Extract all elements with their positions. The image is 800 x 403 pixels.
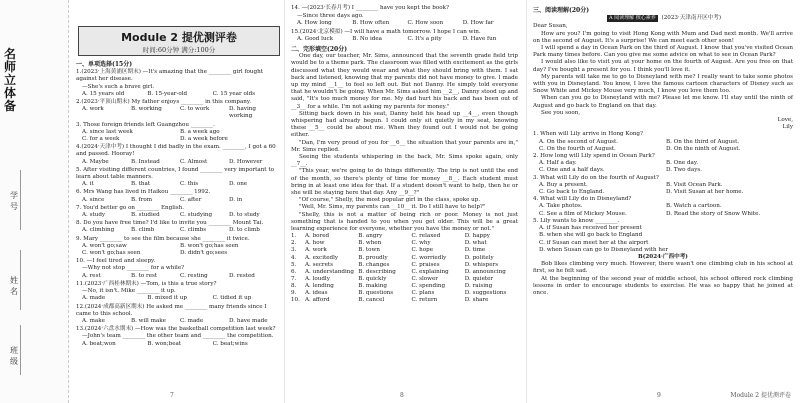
option: D. share bbox=[464, 297, 489, 304]
option: D. How far bbox=[462, 20, 494, 27]
options bbox=[76, 106, 278, 120]
option: A. understanding bbox=[305, 268, 354, 275]
option: C. Almost bbox=[180, 158, 208, 165]
letter-paragraph: My parents will take me to go to Disneyland with me? I really want to take some photos with you in Disneyland. You know, I love the famous cartoon characters of Disney such as Snow White and Mickey Mouse very much, I know you love them too. bbox=[533, 73, 793, 95]
option-number: 7. bbox=[291, 275, 297, 282]
option: D. didn't go;sees bbox=[180, 250, 228, 257]
cloze-paragraph: Sitting back down in his seat, Danny held his head up __4__, even though whispering had already begun. I could only sit quietly in my seat, knowing these __5__ could be about me. When they found out I would not be going either. bbox=[291, 110, 518, 139]
cloze-option-row bbox=[291, 255, 518, 262]
option: D. rested bbox=[229, 272, 255, 279]
options bbox=[76, 295, 278, 302]
option: D. quieter bbox=[464, 275, 494, 282]
option: B. One day. bbox=[666, 160, 699, 167]
option: C. return bbox=[411, 297, 438, 304]
letter-paragraph: When can you go to Disneyland with me? Please let me know. I'll stay until the ninth of August and go back to England on that day. bbox=[533, 95, 793, 109]
cloze-options bbox=[291, 233, 518, 304]
options bbox=[76, 159, 278, 166]
option: C. It's a pity bbox=[407, 35, 442, 42]
passage-tag: A 阅读理解 核心素养 bbox=[608, 15, 656, 22]
options bbox=[76, 212, 278, 219]
option: A. beat;won bbox=[82, 340, 116, 347]
page-number: 7 bbox=[170, 392, 174, 399]
option: A. since bbox=[82, 196, 105, 203]
option: C. if Susan can meet her at the airport bbox=[539, 239, 649, 246]
option: C. One and a half days. bbox=[539, 167, 605, 174]
option: D. announcing bbox=[464, 268, 506, 275]
option: A. work bbox=[82, 106, 104, 113]
options bbox=[533, 182, 793, 196]
option: C. explaining bbox=[411, 268, 449, 275]
option: B. cancel bbox=[358, 297, 385, 304]
section-heading: 三、阅读理解(20分) bbox=[533, 7, 590, 14]
question-stem: 15.(2024·北京模拟) —I will have a math tomorrow. I hope I can win. bbox=[291, 28, 481, 35]
module-title-box bbox=[78, 26, 280, 56]
options bbox=[76, 273, 278, 280]
option: D. On the ninth of August. bbox=[666, 145, 741, 152]
question-cont: —Since three days ago. bbox=[297, 13, 364, 20]
options bbox=[76, 243, 278, 257]
option: C. hope bbox=[411, 247, 433, 254]
option: D. Read the story of Snow White. bbox=[666, 210, 761, 217]
option: B. Instead bbox=[131, 158, 160, 165]
question-stem: 5. After visiting different countries, I found ________ very important to learn about table manners. bbox=[76, 166, 274, 181]
question-stem: 1. When will Lily arrive in Hong Kong? bbox=[533, 131, 643, 138]
cloze-paragraph: One day, our teacher, Mr. Sims, announced that the seventh grade field trip would be to a theme park. The classroom was filled with excitement as the girls discussed what they would wear and what they should bring with them. I sat back and listened, knowing that my parents did not have money to give. I made up my mind __1__ to feel so left out. But not Danny. He simply told everyone that he wouldn't be going. When Mr. Sims asked him __2__, Danny stood up and said, "It's too much money for me. My dad hurt his back and has been out of __3__ for a while. I'm not asking my parents for money." bbox=[291, 53, 518, 110]
question-cont: —She's such a brave girl. bbox=[82, 83, 155, 90]
question-stem: 12.(2024·成都高新区期末) He asked me ________ many friends since I came to this school. bbox=[76, 303, 267, 317]
option: B. making bbox=[358, 282, 387, 289]
option: B. to rest bbox=[131, 272, 158, 279]
option: A. 15 years old bbox=[82, 90, 125, 97]
question-cont: —John's team ________ the other team and ________ the competition. bbox=[82, 333, 274, 340]
question-stem: 9. Mary ________ to see the film because she ________ it twice. bbox=[76, 235, 250, 242]
option: A. secrets bbox=[305, 261, 334, 268]
options bbox=[533, 203, 793, 217]
cloze-paragraph: Seeing the students whispering in the back, Mr. Sims spoke again, only __7__. bbox=[291, 154, 518, 168]
letter-sign-love: Love, bbox=[777, 117, 793, 124]
question-stem: 13.(2024·六盘水期末) —How was the basketball competition last week? bbox=[76, 326, 276, 333]
options bbox=[76, 91, 278, 98]
option: C. won't go;has seen bbox=[82, 250, 141, 257]
option: A. since last week bbox=[82, 128, 133, 135]
option: B. proudly bbox=[358, 254, 388, 261]
option: A. work bbox=[305, 247, 327, 254]
option: A. loudly bbox=[305, 275, 330, 282]
option: A. made bbox=[82, 295, 106, 302]
section-heading: 一、单项选择(15分) bbox=[76, 61, 133, 68]
cloze-option-row bbox=[291, 276, 518, 283]
option: A. Buy a present. bbox=[539, 181, 588, 188]
passage-b-paragraph: At the beginning of the second year of middle school, his school offered rock climbing lessons in order to encourage students to exercise. He was so happy that he joined at once. bbox=[533, 275, 793, 296]
option: B. questions bbox=[358, 290, 394, 297]
option: A. make bbox=[82, 317, 105, 324]
option: A. Maybe bbox=[82, 158, 109, 165]
options bbox=[76, 341, 278, 348]
option: B. working bbox=[131, 106, 162, 113]
option-number: 1. bbox=[291, 233, 297, 240]
column-1 bbox=[70, 0, 282, 403]
option: D. one bbox=[229, 181, 248, 188]
question-stem: 2. How long will Lily spend in Ocean Park? bbox=[533, 153, 655, 160]
option: A. How long bbox=[297, 20, 332, 27]
cloze-option-row bbox=[291, 269, 518, 276]
option: C. climbs bbox=[180, 227, 207, 234]
cloze-option-row bbox=[291, 233, 518, 240]
option: D. raising bbox=[464, 282, 493, 289]
option: C. See a film of Mickey Mouse. bbox=[539, 210, 627, 217]
letter-greeting: Dear Susan, bbox=[533, 23, 568, 30]
option: A. ideas bbox=[305, 290, 328, 297]
option-number: 9. bbox=[291, 290, 297, 297]
option: A. lending bbox=[305, 282, 334, 289]
option: A. won't go;saw bbox=[82, 242, 127, 249]
option: D. Have fun bbox=[462, 35, 497, 42]
option: B. won't go;has seen bbox=[180, 242, 239, 249]
option: D. Two days. bbox=[666, 167, 703, 174]
question-stem: 4. What will Lily do in Disneyland? bbox=[533, 196, 632, 203]
cloze-paragraph: "Well, Mr. Sims, my parents can __10__ it. Do I still have to help?" bbox=[299, 204, 486, 211]
binding-margin bbox=[0, 0, 69, 403]
cloze-option-row bbox=[291, 240, 518, 247]
option: D. to climb bbox=[229, 227, 260, 234]
option: A. if Susan has received her present bbox=[539, 225, 642, 232]
question-stem: 4.(2024·天津中考) I thought I did badly in the exam. ________, I got a 60 and passed. Hooray! bbox=[76, 144, 276, 158]
option: C. slower bbox=[411, 275, 438, 282]
brand-logo: 名 师 立 体 备 bbox=[3, 47, 16, 113]
option: D. Visit Susan at her home. bbox=[666, 189, 744, 196]
option: D. having working bbox=[229, 106, 256, 120]
footer-title: Module 2 提优测评卷 bbox=[730, 392, 791, 399]
option: D. in bbox=[229, 196, 243, 203]
option: D. politely bbox=[464, 254, 494, 261]
option-number: 4. bbox=[291, 254, 297, 261]
question-stem: 14. —(2023·长春月考) I ________ have you kept the book? bbox=[291, 5, 449, 11]
option: B. changes bbox=[358, 261, 390, 268]
question-list bbox=[76, 69, 278, 348]
option: D. suggestions bbox=[464, 290, 507, 297]
passage-b-paragraph: Bob likes climbing very much. However, there wasn't one climbing club in his school at first, so he felt sad. bbox=[533, 261, 793, 275]
option: B. that bbox=[131, 181, 151, 188]
option: B. quickly bbox=[358, 275, 387, 282]
option: C. 15 year olds bbox=[212, 90, 256, 97]
question-stem: 1.(2023·上海黄浦区期末) —It's amazing that the ________ girl fought against her disease. bbox=[76, 69, 263, 83]
options bbox=[76, 129, 278, 143]
option: A. how bbox=[305, 240, 325, 247]
cloze-option-row bbox=[291, 247, 518, 254]
option: B. Watch a cartoon. bbox=[666, 203, 722, 210]
option: B. Visit Ocean Park. bbox=[666, 181, 723, 188]
option: C. for a week bbox=[82, 136, 120, 143]
option: B. On the third of August. bbox=[666, 138, 740, 145]
option: A. climbing bbox=[82, 227, 115, 234]
option: B. How often bbox=[352, 20, 390, 27]
cloze-option-row bbox=[291, 297, 518, 304]
option: D. to study bbox=[229, 212, 260, 219]
page-number: 9 bbox=[657, 392, 661, 399]
reading-questions bbox=[533, 131, 793, 217]
column-3 bbox=[526, 0, 797, 403]
option: C. this bbox=[180, 181, 199, 188]
option: C. relaxed bbox=[411, 233, 441, 240]
option-number: 5. bbox=[291, 261, 297, 268]
question-stem: 8. Do you have free time? I'd like to invite you ________ Mount Tai. bbox=[76, 220, 264, 227]
question-stem: 6. Mrs Wang has lived in Haikou ________ 1992. bbox=[76, 189, 211, 196]
student-id-label: 学号 bbox=[10, 191, 18, 211]
question-stem: 3. What will Lily do on the fourth of August? bbox=[533, 174, 659, 181]
option: A. study bbox=[82, 212, 106, 219]
question-stem: 5. Lily wants to know ________. bbox=[533, 217, 620, 224]
option: B. climb bbox=[131, 227, 155, 234]
cloze-paragraph: "Of course," Shelly, the most popular girl in the class, spoke up. bbox=[299, 197, 481, 204]
option: D. happy bbox=[464, 233, 490, 240]
option: A. Take photos. bbox=[539, 203, 583, 210]
cloze-paragraph: "Shelly, this is not a matter of being rich or poor. Money is not just something that is handed to you when you get older. This will be a great learning experience for everyone, whether you have the money or not." bbox=[291, 211, 518, 233]
option: B. when she will go back to England bbox=[539, 232, 643, 239]
option: C. spending bbox=[411, 282, 446, 289]
option: A. Good luck bbox=[297, 35, 334, 42]
option: C. Go back to England. bbox=[539, 189, 605, 196]
option-number: 8. bbox=[291, 282, 297, 289]
cloze-option-row bbox=[291, 290, 518, 297]
passage-b-heading: B(2024·广西中考) bbox=[638, 253, 688, 260]
option: A. Half a day. bbox=[539, 160, 577, 167]
cloze-option-row bbox=[291, 283, 518, 290]
option: B. won;beat bbox=[147, 340, 182, 347]
option: B. when bbox=[358, 240, 382, 247]
option: D. a week before bbox=[180, 136, 228, 143]
option: A. it bbox=[82, 181, 94, 188]
option: C. after bbox=[180, 196, 202, 203]
option-number: 2. bbox=[291, 240, 297, 247]
option: C. On the fourth of August. bbox=[539, 145, 616, 152]
option: A. bored bbox=[305, 233, 330, 240]
option: B. mixed it up bbox=[147, 295, 187, 302]
letter-paragraph: How are you? I'm going to visit Hong Kong with Mum and Dad next month. We'll arrive on the second of August. It's a surprise! We can meet each other soon! bbox=[533, 30, 793, 44]
option: C. studying bbox=[180, 212, 213, 219]
passage-source: (2023·天津南开区中考) bbox=[661, 15, 722, 22]
option: C. plans bbox=[411, 290, 435, 297]
option: C. why bbox=[411, 240, 431, 247]
option: C. to work bbox=[180, 106, 210, 113]
cloze-paragraph: "This year, we're going to do things differently. The trip is not until the end of the month, so there's plenty of time for money __8__. Each student must bring in at least one idea for that. If a student doesn't want to help, then he or she will be staying here that day. Any __9__?" bbox=[291, 168, 518, 197]
option: A. afford bbox=[305, 297, 330, 304]
option: C. beat;wins bbox=[212, 340, 248, 347]
option: C. resting bbox=[180, 272, 208, 279]
options bbox=[76, 197, 278, 204]
class-label: 班级 bbox=[10, 346, 18, 366]
options bbox=[76, 318, 278, 325]
option: D. However bbox=[229, 158, 263, 165]
option: D. time bbox=[464, 247, 486, 254]
option: B. 15-year-old bbox=[147, 90, 188, 97]
options bbox=[76, 181, 278, 188]
option: A. rest bbox=[82, 272, 101, 279]
options bbox=[76, 227, 278, 234]
options-15 bbox=[291, 36, 518, 43]
question-stem: 11.(2023·广西桂林期末) —Tom, is this a true story? bbox=[76, 280, 217, 287]
options-14 bbox=[291, 20, 518, 27]
question-cont: —Why not stop ________ for a while? bbox=[82, 265, 185, 272]
question-stem: 10. —I feel tired and sleepy. bbox=[76, 258, 156, 265]
page-title: Module 2 提优测评卷 bbox=[121, 31, 237, 44]
option: D. when Susan can go to Disneyland with her bbox=[539, 246, 669, 253]
option: B. angry bbox=[358, 233, 383, 240]
option: B. will make bbox=[131, 317, 166, 324]
cloze-option-row bbox=[291, 262, 518, 269]
option: A. excitedly bbox=[305, 254, 339, 261]
cloze-paragraph: "Dan, I'm very proud of you for __6__ the situation that your parents are in," Mr. Sims replied. bbox=[291, 139, 518, 153]
option: B. describing bbox=[358, 268, 396, 275]
page-subtitle: 时间:60分钟 满分:100分 bbox=[142, 46, 216, 54]
option: D. whispers bbox=[464, 261, 499, 268]
options bbox=[533, 160, 793, 174]
option: D. what bbox=[464, 240, 487, 247]
option: C. worriedly bbox=[411, 254, 447, 261]
letter-sign-name: Lily bbox=[782, 124, 793, 131]
question-stem: 3. Those foreign friends left Guangzhou ________. bbox=[76, 121, 215, 128]
question-stem: 2.(2023·平顶山期末) My father enjoys ________ in this company. bbox=[76, 99, 252, 106]
question-stem: 7. You'd better go on ________ English. bbox=[76, 204, 185, 211]
option: B. a week ago bbox=[180, 128, 220, 135]
letter-paragraph: I will spend a day in Ocean Park on the third of August. I know that you've visited Ocean Park many times before. Can you give me some advice on what to see in Ocean Park? bbox=[533, 45, 793, 59]
question-cont: —No, it isn't. Mike ________ it up. bbox=[82, 288, 176, 295]
options bbox=[533, 139, 793, 153]
letter-closing: See you soon, bbox=[541, 109, 581, 116]
option: D. have made bbox=[229, 317, 268, 324]
option: B. from bbox=[131, 196, 153, 203]
option: B. studied bbox=[131, 212, 160, 219]
option: C. praises bbox=[411, 261, 440, 268]
section-heading: 二、完形填空(20分) bbox=[291, 46, 348, 54]
name-label: 姓名 bbox=[10, 276, 18, 296]
option: C. made bbox=[180, 317, 204, 324]
option-number: 3. bbox=[291, 247, 297, 254]
option: A. On the second of August. bbox=[539, 138, 619, 145]
option: B. No idea bbox=[352, 35, 382, 42]
page-number: 8 bbox=[400, 392, 404, 399]
letter-paragraph: I would also like to visit you at your home on the fourth of August. Are you free on that day? I've bought a present for you. I think you'll love it. bbox=[533, 59, 793, 73]
column-2 bbox=[284, 0, 523, 403]
option: C. tidied it up bbox=[212, 295, 252, 302]
option-number: 6. bbox=[291, 268, 297, 275]
option: C. How soon bbox=[407, 20, 444, 27]
option-number: 10. bbox=[291, 297, 300, 304]
option: B. town bbox=[358, 247, 380, 254]
